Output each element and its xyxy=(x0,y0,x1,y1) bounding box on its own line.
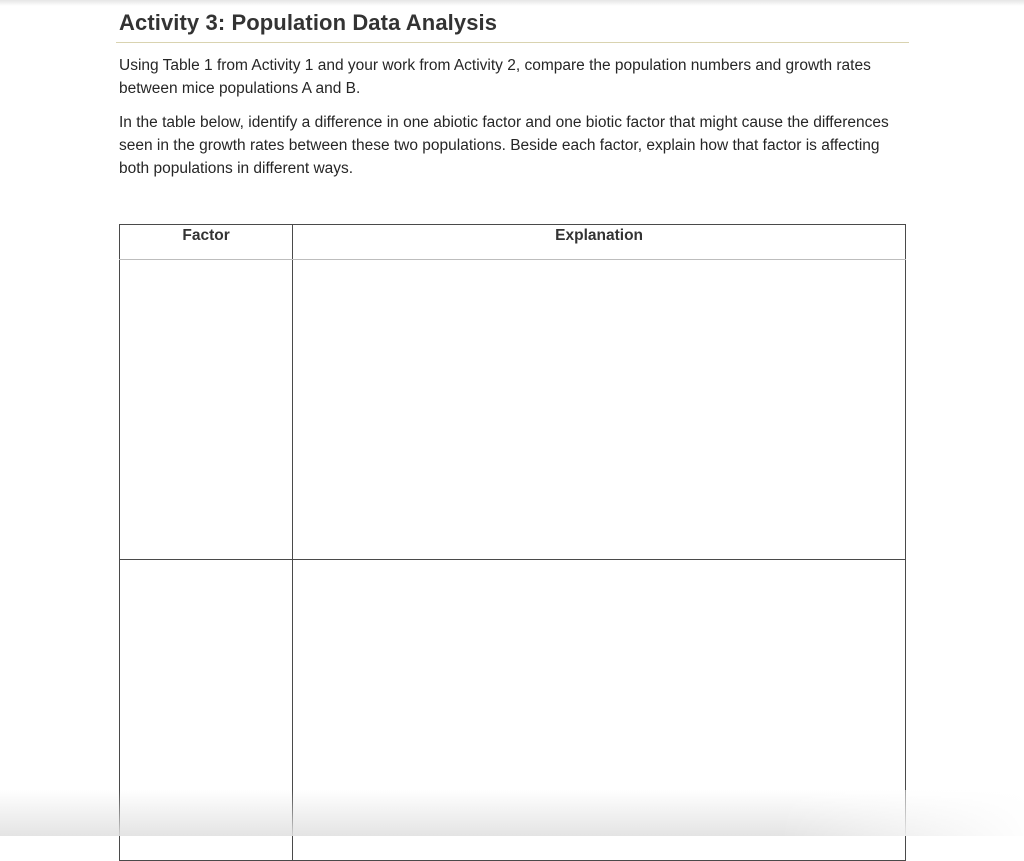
bottom-page-shadow-edge xyxy=(780,790,1024,836)
factor-cell[interactable] xyxy=(120,260,293,560)
explanation-column-header: Explanation xyxy=(293,225,906,260)
factor-column-header: Factor xyxy=(120,225,293,260)
table-header-row xyxy=(120,225,906,260)
title-underline xyxy=(116,42,909,43)
page-title: Activity 3: Population Data Analysis xyxy=(119,10,498,35)
table-row xyxy=(120,260,906,560)
explanation-cell[interactable] xyxy=(293,260,906,560)
top-edge-shadow xyxy=(0,0,1024,6)
factor-explanation-table xyxy=(119,224,906,861)
instruction-paragraph-2: In the table below, identify a difference in one abiotic factor and one biotic factor that might cause the differences seen in the growth rates between these two populations. Beside each factor, explain how that factor is affecting both populations in different ways. xyxy=(119,114,889,177)
instruction-paragraph-1: Using Table 1 from Activity 1 and your work from Activity 2, compare the population numbers and growth rates between mice populations A and B. xyxy=(119,57,871,97)
